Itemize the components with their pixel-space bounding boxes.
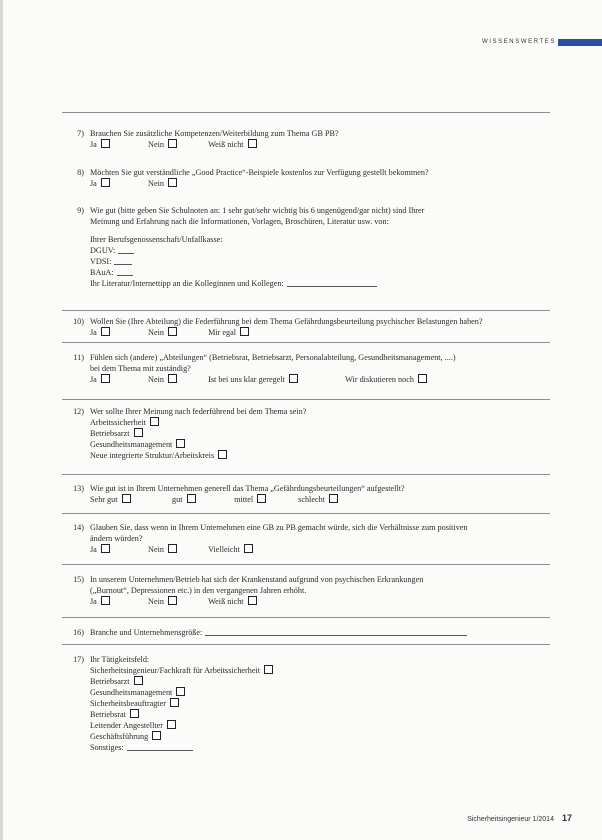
question-number: 15) — [73, 575, 84, 584]
checkbox[interactable] — [289, 374, 298, 383]
option: Nein — [148, 544, 206, 555]
checkbox[interactable] — [134, 676, 143, 685]
section-header-bar — [558, 39, 602, 46]
option: Weiß nicht — [208, 139, 257, 150]
rating-row: BAuA: — [90, 267, 550, 278]
checkbox[interactable] — [122, 494, 131, 503]
checkbox[interactable] — [329, 494, 338, 503]
option: Ist bei uns klar geregelt — [208, 374, 343, 385]
checkbox[interactable] — [101, 139, 110, 148]
option: Wir diskutieren noch — [345, 374, 427, 385]
option: Ja — [90, 327, 146, 338]
option: Ja — [90, 139, 146, 150]
option: schlecht — [298, 494, 338, 505]
industry-row: Branche und Unternehmensgröße: — [90, 627, 550, 638]
checkbox[interactable] — [187, 494, 196, 503]
checkbox[interactable] — [218, 450, 227, 459]
checkbox[interactable] — [264, 665, 273, 674]
checkbox[interactable] — [240, 327, 249, 336]
checkbox[interactable] — [248, 139, 257, 148]
option: Nein — [148, 327, 206, 338]
rating-field[interactable] — [118, 245, 134, 254]
question-number: 10) — [73, 317, 84, 326]
option: gut — [172, 494, 232, 505]
checkbox[interactable] — [101, 374, 110, 383]
option: Sehr gut — [90, 494, 170, 505]
question-text: Brauchen Sie zusätzliche Kompetenzen/Weiterbildung zum Thema GB PB? — [90, 129, 339, 138]
page-edge-shadow — [0, 0, 3, 840]
checkbox[interactable] — [167, 720, 176, 729]
divider — [62, 513, 550, 514]
option: Ja — [90, 374, 146, 385]
question-text: ändern würden? — [90, 534, 143, 543]
checkbox[interactable] — [244, 544, 253, 553]
question-text: Meinung und Erfahrung nach die Informationen, Vorlagen, Broschüren, Literatur usw. von: — [90, 217, 389, 226]
question-number: 14) — [73, 523, 84, 532]
checkbox[interactable] — [101, 544, 110, 553]
checkbox[interactable] — [134, 428, 143, 437]
checkbox[interactable] — [168, 596, 177, 605]
checkbox[interactable] — [101, 596, 110, 605]
question-text: Wie gut (bitte geben Sie Schulnoten an: 1 sehr gut/sehr wichtig bis 6 ungenügend/gar nicht) sind Ihrer — [90, 206, 425, 215]
option: Gesundheitsmanagement — [90, 439, 550, 450]
tip-field[interactable] — [287, 278, 377, 287]
tip-row: Ihr Literatur/Internettipp an die Kolleginnen und Kollegen: — [90, 278, 550, 289]
rating-field[interactable] — [117, 267, 133, 276]
checkbox[interactable] — [152, 731, 161, 740]
checkbox[interactable] — [101, 178, 110, 187]
checkbox[interactable] — [176, 439, 185, 448]
option: Weiß nicht — [208, 596, 257, 607]
page-number: 17 — [561, 813, 572, 823]
question-number: 17) — [73, 655, 84, 664]
publication-name: Sicherheitsingenieur 1/2014 — [467, 816, 554, 823]
divider — [62, 564, 550, 565]
question-text: Wollen Sie (Ihre Abteilung) die Federführung bei dem Thema Gefährdungsbeurteilung psychischer Belastungen haben? — [90, 317, 483, 326]
question-number: 7) — [77, 129, 84, 138]
other-field[interactable] — [127, 742, 193, 751]
checkbox[interactable] — [130, 709, 139, 718]
checkbox[interactable] — [170, 698, 179, 707]
checkbox[interactable] — [168, 374, 177, 383]
section-header-label: WISSENSWERTES — [481, 39, 556, 45]
checkbox[interactable] — [150, 417, 159, 426]
question-text: Ihr Tätigkeitsfeld: — [90, 655, 150, 664]
page-footer — [467, 813, 572, 823]
question-number: 12) — [73, 407, 84, 416]
question-text: Wie gut ist in Ihrem Unternehmen generell das Thema „Gefährdungsbeurteilungen“ aufgestellt? — [90, 484, 405, 493]
question-text: Wer sollte Ihrer Meinung nach federführend bei dem Thema sein? — [90, 407, 307, 416]
divider — [62, 310, 550, 311]
checkbox[interactable] — [418, 374, 427, 383]
checkbox[interactable] — [168, 139, 177, 148]
option: Sicherheitsingenieur/Fachkraft für Arbeitssicherheit — [90, 665, 550, 676]
option: Betriebsrat — [90, 709, 550, 720]
option: Nein — [148, 139, 206, 150]
checkbox[interactable] — [257, 494, 266, 503]
option: Arbeitssicherheit — [90, 417, 550, 428]
question-text: Glauben Sie, dass wenn in Ihrem Unternehmen eine GB zu PB gemacht würde, sich die Verhältnisse zum positiven — [90, 523, 468, 532]
option: Betriebsarzt — [90, 428, 550, 439]
checkbox[interactable] — [168, 327, 177, 336]
sub-title: Ihrer Berufsgenossenschaft/Unfallkasse: — [90, 235, 223, 244]
option: Vielleicht — [208, 544, 253, 555]
checkbox[interactable] — [101, 327, 110, 336]
option: Geschäftsführung — [90, 731, 550, 742]
checkbox[interactable] — [168, 544, 177, 553]
option: Nein — [148, 178, 177, 189]
checkbox[interactable] — [168, 178, 177, 187]
question-text: bei dem Thema mit zuständig? — [90, 364, 191, 373]
rating-row: DGUV: — [90, 245, 550, 256]
other-row: Sonstiges: — [90, 742, 550, 753]
option: Nein — [148, 374, 206, 385]
option: Leitender Angestellter — [90, 720, 550, 731]
rating-field[interactable] — [114, 256, 132, 265]
question-number: 11) — [73, 353, 84, 362]
divider — [62, 617, 550, 618]
industry-size-field[interactable] — [205, 627, 467, 636]
divider — [62, 644, 550, 645]
option: Mir egal — [208, 327, 249, 338]
option: Betriebsarzt — [90, 676, 550, 687]
option: mittel — [234, 494, 296, 505]
divider — [62, 399, 550, 400]
divider — [62, 342, 550, 343]
question-text: Fühlen sich (andere) „Abteilungen“ (Betriebsrat, Betriebsarzt, Personalabteilung, Gesundheitsmanagement, ....) — [90, 353, 456, 362]
option: Neue integrierte Struktur/Arbeitskreis — [90, 450, 550, 461]
divider — [62, 112, 550, 113]
option: Ja — [90, 178, 146, 189]
rating-row: VDSI: — [90, 256, 550, 267]
checkbox[interactable] — [248, 596, 257, 605]
question-number: 16) — [73, 628, 84, 637]
question-text: Möchten Sie gut verständliche „Good Practice“-Beispiele kostenlos zur Verfügung gestellt bekommen? — [90, 168, 429, 177]
question-text: („Burnout“, Depressionen etc.) in den vergangenen Jahren erhöht. — [90, 586, 307, 595]
question-text: In unserem Unternehmen/Betrieb hat sich der Krankenstand aufgrund von psychischen Erkrankungen — [90, 575, 424, 584]
divider — [62, 474, 550, 475]
option: Ja — [90, 544, 146, 555]
option: Sicherheitsbeauftragter — [90, 698, 550, 709]
question-number: 9) — [77, 206, 84, 215]
question-number: 8) — [77, 168, 84, 177]
option: Nein — [148, 596, 206, 607]
option: Ja — [90, 596, 146, 607]
option: Gesundheitsmanagement — [90, 687, 550, 698]
question-number: 13) — [73, 484, 84, 493]
checkbox[interactable] — [176, 687, 185, 696]
